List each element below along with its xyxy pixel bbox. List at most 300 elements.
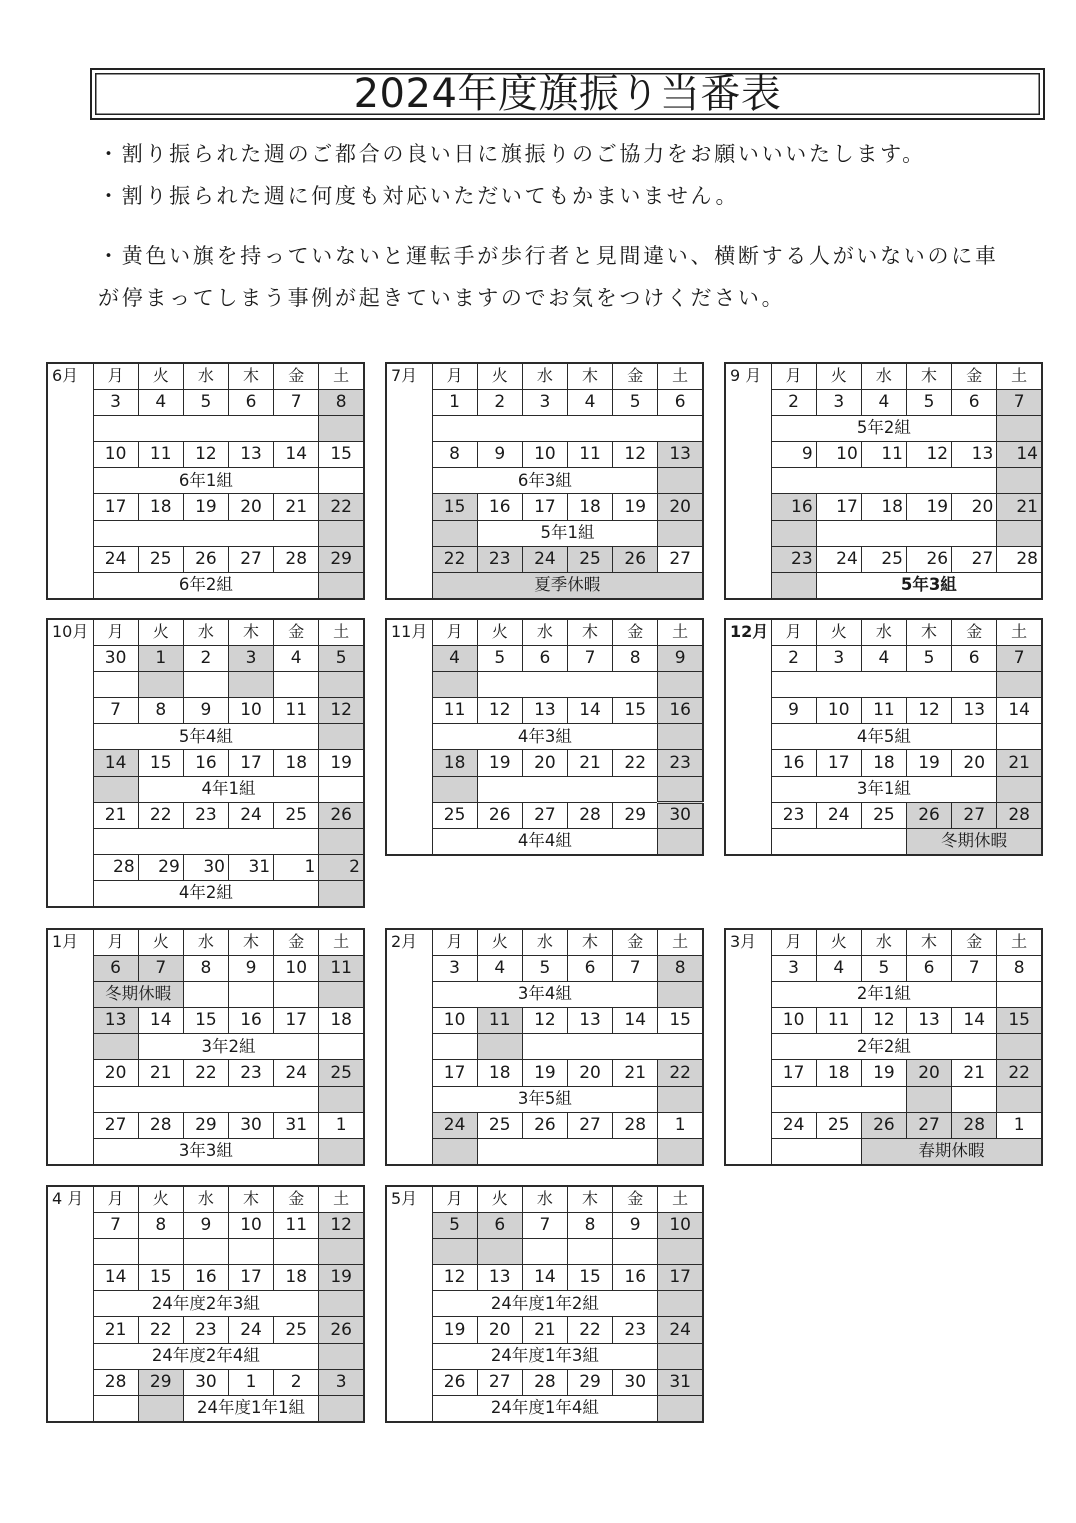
week-dates-row: [725, 955, 1042, 981]
empty-assignment-cell: [771, 1086, 906, 1112]
date-cell: 5: [432, 1212, 477, 1238]
class-assignment: 24年度1年2組: [432, 1291, 658, 1317]
empty-assignment-cell: [432, 1238, 477, 1264]
week-assignment-row: [386, 468, 703, 494]
weekday-header: 金: [613, 619, 658, 645]
date-cell: 1: [274, 855, 319, 881]
date-cell: 10: [658, 1212, 703, 1238]
week-assignment-row: [47, 1034, 364, 1060]
date-cell: 7: [567, 645, 612, 671]
month-calendar: [46, 928, 365, 1166]
class-assignment: 24年度2年3組: [93, 1291, 319, 1317]
week-dates-row: [386, 1112, 703, 1138]
weekday-header: 月: [432, 1186, 477, 1212]
date-cell: 13: [952, 442, 997, 468]
date-cell: 20: [952, 494, 997, 520]
month-calendar: [46, 618, 365, 908]
week-dates-row: [47, 1369, 364, 1395]
date-cell: 16: [477, 494, 522, 520]
date-cell: 16: [771, 750, 816, 776]
week-assignment-row: [386, 1343, 703, 1369]
weekday-header: 水: [522, 929, 567, 955]
month-label: 7月: [386, 363, 432, 599]
week-assignment-row: [725, 573, 1042, 599]
date-cell: 1: [228, 1369, 273, 1395]
weekday-header: 火: [477, 619, 522, 645]
date-cell: 22: [138, 802, 183, 828]
empty-assignment-cell: [477, 1238, 522, 1264]
date-cell: 11: [477, 1008, 522, 1034]
empty-assignment-cell: [522, 1034, 703, 1060]
weekday-header: 水: [522, 363, 567, 389]
week-dates-row: [386, 645, 703, 671]
weekday-header: 土: [997, 363, 1042, 389]
date-cell: 17: [432, 1060, 477, 1086]
date-cell: 13: [952, 698, 997, 724]
weekday-header: 水: [861, 619, 906, 645]
empty-assignment-cell: [319, 1343, 364, 1369]
week-assignment-row: [47, 573, 364, 599]
weekday-header-row: [386, 363, 703, 389]
date-cell: 12: [432, 1265, 477, 1291]
date-cell: 15: [658, 1008, 703, 1034]
empty-assignment-cell: [477, 776, 658, 802]
date-cell: 24: [432, 1112, 477, 1138]
week-dates-row: [386, 389, 703, 415]
empty-assignment-cell: [771, 829, 906, 855]
week-dates-row: [725, 389, 1042, 415]
empty-assignment-cell: [93, 1238, 138, 1264]
empty-assignment-cell: [319, 1034, 364, 1060]
class-assignment: 4年5組: [771, 724, 997, 750]
week-dates-row: [386, 955, 703, 981]
month-calendar: [724, 362, 1043, 600]
date-cell: 27: [93, 1112, 138, 1138]
empty-assignment-cell: [319, 829, 364, 855]
date-cell: 22: [658, 1060, 703, 1086]
class-assignment: 3年1組: [771, 776, 997, 802]
date-cell: 8: [432, 442, 477, 468]
empty-assignment-cell: [432, 415, 703, 441]
month-calendar: [724, 618, 1043, 856]
date-cell: 13: [906, 1008, 951, 1034]
empty-assignment-cell: [771, 520, 816, 546]
date-cell: 26: [861, 1112, 906, 1138]
date-cell: 1: [997, 1112, 1042, 1138]
date-cell: 24: [274, 1060, 319, 1086]
date-cell: 23: [183, 802, 228, 828]
weekday-header: 月: [771, 363, 816, 389]
month-label: 1月: [47, 929, 93, 1165]
date-cell: 23: [658, 750, 703, 776]
date-cell: 19: [319, 750, 364, 776]
date-cell: 25: [816, 1112, 861, 1138]
date-cell: 7: [274, 389, 319, 415]
month-calendar: [385, 362, 704, 600]
date-cell: 14: [997, 698, 1042, 724]
empty-assignment-cell: [93, 671, 138, 697]
date-cell: 2: [183, 645, 228, 671]
date-cell: 24: [771, 1112, 816, 1138]
date-cell: 8: [613, 645, 658, 671]
note-line: ・割り振られた週に何度も対応いただいてもかまいません。: [98, 184, 740, 208]
empty-assignment-cell: [567, 1238, 612, 1264]
date-cell: 28: [93, 855, 138, 881]
weekday-header: 木: [906, 929, 951, 955]
weekday-header-row: [725, 929, 1042, 955]
date-cell: 8: [138, 698, 183, 724]
empty-assignment-cell: [997, 520, 1042, 546]
date-cell: 5: [906, 645, 951, 671]
date-cell: 22: [613, 750, 658, 776]
week-assignment-row: [386, 573, 703, 599]
weekday-header: 月: [432, 363, 477, 389]
date-cell: 19: [522, 1060, 567, 1086]
week-assignment-row: [47, 671, 364, 697]
empty-assignment-cell: [274, 1238, 319, 1264]
week-assignment-row: [47, 829, 364, 855]
date-cell: 25: [432, 802, 477, 828]
week-assignment-row: [386, 415, 703, 441]
date-cell: 20: [952, 750, 997, 776]
empty-assignment-cell: [771, 671, 997, 697]
empty-assignment-cell: [319, 415, 364, 441]
week-assignment-row: [47, 981, 364, 1007]
date-cell: 5: [319, 645, 364, 671]
date-cell: 12: [522, 1008, 567, 1034]
date-cell: 19: [861, 1060, 906, 1086]
date-cell: 20: [228, 494, 273, 520]
weekday-header: 木: [567, 363, 612, 389]
weekday-header: 水: [183, 619, 228, 645]
empty-assignment-cell: [93, 415, 319, 441]
date-cell: 11: [319, 955, 364, 981]
date-cell: 19: [477, 750, 522, 776]
date-cell: 22: [138, 1317, 183, 1343]
date-cell: 7: [93, 1212, 138, 1238]
empty-assignment-cell: [319, 1238, 364, 1264]
date-cell: 4: [477, 955, 522, 981]
date-cell: 7: [613, 955, 658, 981]
date-cell: 28: [274, 546, 319, 572]
empty-assignment-cell: [997, 671, 1042, 697]
date-cell: 2: [319, 855, 364, 881]
date-cell: 23: [771, 546, 816, 572]
date-cell: 31: [228, 855, 273, 881]
date-cell: 25: [477, 1112, 522, 1138]
weekday-header: 金: [952, 929, 997, 955]
week-assignment-row: [725, 829, 1042, 855]
weekday-header: 火: [138, 363, 183, 389]
date-cell: 5: [613, 389, 658, 415]
date-cell: 7: [93, 698, 138, 724]
date-cell: 19: [319, 1265, 364, 1291]
date-cell: 7: [522, 1212, 567, 1238]
week-assignment-row: [725, 724, 1042, 750]
week-assignment-row: [47, 415, 364, 441]
date-cell: 23: [228, 1060, 273, 1086]
date-cell: 13: [522, 698, 567, 724]
date-cell: 3: [93, 389, 138, 415]
weekday-header: 金: [952, 363, 997, 389]
date-cell: 28: [567, 802, 612, 828]
empty-assignment-cell: [997, 468, 1042, 494]
weekday-header: 月: [771, 929, 816, 955]
weekday-header: 火: [477, 929, 522, 955]
date-cell: 17: [771, 1060, 816, 1086]
date-cell: 20: [93, 1060, 138, 1086]
date-cell: 16: [613, 1265, 658, 1291]
date-cell: 29: [567, 1369, 612, 1395]
date-cell: 9: [228, 955, 273, 981]
date-cell: 3: [771, 955, 816, 981]
date-cell: 29: [183, 1112, 228, 1138]
week-dates-row: [386, 1369, 703, 1395]
week-assignment-row: [47, 1396, 364, 1422]
date-cell: 17: [522, 494, 567, 520]
month-calendar: [724, 928, 1043, 1166]
date-cell: 20: [658, 494, 703, 520]
class-assignment: 24年度2年4組: [93, 1343, 319, 1369]
date-cell: 8: [138, 1212, 183, 1238]
week-assignment-row: [725, 776, 1042, 802]
week-assignment-row: [386, 829, 703, 855]
date-cell: 4: [567, 389, 612, 415]
date-cell: 2: [274, 1369, 319, 1395]
weekday-header: 土: [658, 1186, 703, 1212]
date-cell: 27: [658, 546, 703, 572]
class-assignment: 6年1組: [93, 468, 319, 494]
weekday-header: 金: [952, 619, 997, 645]
week-dates-row: [47, 1008, 364, 1034]
empty-assignment-cell: [138, 1238, 183, 1264]
holiday-label: 冬期休暇: [93, 981, 183, 1007]
date-cell: 20: [906, 1060, 951, 1086]
class-assignment: 3年3組: [93, 1139, 319, 1165]
date-cell: 24: [228, 1317, 273, 1343]
date-cell: 10: [93, 442, 138, 468]
date-cell: 1: [658, 1112, 703, 1138]
week-dates-row: [725, 750, 1042, 776]
holiday-label: 春期休暇: [861, 1139, 1042, 1165]
date-cell: 7: [997, 389, 1042, 415]
date-cell: 15: [432, 494, 477, 520]
date-cell: 5: [477, 645, 522, 671]
empty-assignment-cell: [658, 829, 703, 855]
date-cell: 12: [319, 1212, 364, 1238]
week-dates-row: [47, 389, 364, 415]
week-assignment-row: [386, 1139, 703, 1165]
month-calendar: [385, 928, 704, 1166]
empty-assignment-cell: [93, 829, 319, 855]
month-calendar: [46, 1185, 365, 1423]
week-assignment-row: [725, 1139, 1042, 1165]
date-cell: 12: [906, 698, 951, 724]
weekday-header: 火: [816, 363, 861, 389]
empty-assignment-cell: [906, 1086, 951, 1112]
date-cell: 12: [861, 1008, 906, 1034]
date-cell: 22: [567, 1317, 612, 1343]
date-cell: 5: [183, 389, 228, 415]
date-cell: 26: [477, 802, 522, 828]
empty-assignment-cell: [432, 776, 477, 802]
weekday-header: 水: [183, 1186, 228, 1212]
date-cell: 9: [771, 442, 816, 468]
date-cell: 2: [477, 389, 522, 415]
date-cell: 12: [319, 698, 364, 724]
empty-assignment-cell: [658, 671, 703, 697]
date-cell: 19: [906, 494, 951, 520]
weekday-header: 木: [906, 619, 951, 645]
empty-assignment-cell: [658, 1139, 703, 1165]
date-cell: 18: [319, 1008, 364, 1034]
date-cell: 15: [319, 442, 364, 468]
empty-assignment-cell: [432, 671, 477, 697]
empty-assignment-cell: [319, 881, 364, 907]
date-cell: 9: [183, 698, 228, 724]
date-cell: 15: [567, 1265, 612, 1291]
weekday-header-row: [47, 929, 364, 955]
date-cell: 5: [522, 955, 567, 981]
weekday-header: 火: [477, 363, 522, 389]
week-dates-row: [386, 494, 703, 520]
date-cell: 11: [567, 442, 612, 468]
empty-assignment-cell: [613, 1238, 658, 1264]
class-assignment: 5年4組: [93, 724, 319, 750]
date-cell: 25: [274, 1317, 319, 1343]
note-line: ・黄色い旗を持っていないと運転手が歩行者と見間違い、横断する人がいないのに車: [98, 244, 999, 268]
date-cell: 14: [997, 442, 1042, 468]
class-assignment: 2年1組: [771, 981, 997, 1007]
date-cell: 30: [613, 1369, 658, 1395]
date-cell: 18: [477, 1060, 522, 1086]
week-dates-row: [386, 442, 703, 468]
week-assignment-row: [386, 776, 703, 802]
date-cell: 6: [906, 955, 951, 981]
date-cell: 4: [432, 645, 477, 671]
week-assignment-row: [386, 1291, 703, 1317]
note-line: が停まってしまう事例が起きていますのでお気をつけください。: [98, 286, 786, 310]
date-cell: 11: [432, 698, 477, 724]
empty-assignment-cell: [274, 981, 319, 1007]
week-dates-row: [725, 1060, 1042, 1086]
date-cell: 30: [183, 1369, 228, 1395]
date-cell: 21: [274, 494, 319, 520]
class-assignment: 5年1組: [477, 520, 658, 546]
date-cell: 10: [228, 1212, 273, 1238]
empty-assignment-cell: [319, 1139, 364, 1165]
empty-assignment-cell: [319, 1291, 364, 1317]
month-label: 9 月: [725, 363, 771, 599]
week-dates-row: [725, 494, 1042, 520]
empty-assignment-cell: [138, 1396, 183, 1422]
date-cell: 27: [228, 546, 273, 572]
weekday-header: 木: [228, 1186, 273, 1212]
weekday-header: 木: [228, 619, 273, 645]
empty-assignment-cell: [658, 520, 703, 546]
date-cell: 14: [522, 1265, 567, 1291]
date-cell: 14: [613, 1008, 658, 1034]
empty-assignment-cell: [658, 468, 703, 494]
weekday-header: 土: [319, 619, 364, 645]
date-cell: 8: [183, 955, 228, 981]
date-cell: 26: [319, 802, 364, 828]
date-cell: 30: [93, 645, 138, 671]
date-cell: 18: [432, 750, 477, 776]
week-assignment-row: [725, 671, 1042, 697]
date-cell: 21: [613, 1060, 658, 1086]
month-label: 12月: [725, 619, 771, 855]
empty-assignment-cell: [319, 776, 364, 802]
empty-assignment-cell: [658, 776, 703, 802]
empty-assignment-cell: [477, 671, 658, 697]
weekday-header-row: [725, 363, 1042, 389]
week-assignment-row: [47, 776, 364, 802]
date-cell: 29: [138, 855, 183, 881]
date-cell: 24: [93, 546, 138, 572]
month-calendar: [385, 618, 704, 856]
empty-assignment-cell: [274, 671, 319, 697]
week-dates-row: [47, 955, 364, 981]
date-cell: 24: [228, 802, 273, 828]
date-cell: 26: [906, 802, 951, 828]
empty-assignment-cell: [658, 724, 703, 750]
weekday-header: 木: [228, 929, 273, 955]
date-cell: 26: [906, 546, 951, 572]
date-cell: 26: [432, 1369, 477, 1395]
weekday-header: 土: [997, 619, 1042, 645]
empty-assignment-cell: [816, 520, 997, 546]
date-cell: 13: [477, 1265, 522, 1291]
week-dates-row: [386, 698, 703, 724]
date-cell: 18: [567, 494, 612, 520]
date-cell: 9: [658, 645, 703, 671]
empty-assignment-cell: [93, 1086, 319, 1112]
weekday-header: 金: [274, 929, 319, 955]
date-cell: 25: [274, 802, 319, 828]
empty-assignment-cell: [319, 1086, 364, 1112]
date-cell: 20: [567, 1060, 612, 1086]
date-cell: 27: [477, 1369, 522, 1395]
date-cell: 23: [771, 802, 816, 828]
date-cell: 18: [274, 750, 319, 776]
note-line: ・割り振られた週のご都合の良い日に旗振りのご協力をお願いいいたします。: [98, 142, 926, 166]
holiday-label: 夏季休暇: [432, 573, 703, 599]
weekday-header: 月: [432, 619, 477, 645]
date-cell: 27: [906, 1112, 951, 1138]
weekday-header: 土: [319, 929, 364, 955]
date-cell: 14: [274, 442, 319, 468]
date-cell: 16: [658, 698, 703, 724]
date-cell: 9: [771, 698, 816, 724]
date-cell: 3: [432, 955, 477, 981]
date-cell: 16: [183, 1265, 228, 1291]
weekday-header: 月: [432, 929, 477, 955]
weekday-header: 水: [183, 929, 228, 955]
date-cell: 2: [771, 389, 816, 415]
class-assignment: 4年3組: [432, 724, 658, 750]
week-dates-row: [47, 546, 364, 572]
date-cell: 14: [952, 1008, 997, 1034]
week-dates-row: [725, 1008, 1042, 1034]
date-cell: 21: [997, 494, 1042, 520]
week-assignment-row: [386, 724, 703, 750]
weekday-header: 月: [771, 619, 816, 645]
weekday-header: 木: [567, 929, 612, 955]
week-dates-row: [47, 442, 364, 468]
date-cell: 10: [816, 698, 861, 724]
week-dates-row: [725, 645, 1042, 671]
